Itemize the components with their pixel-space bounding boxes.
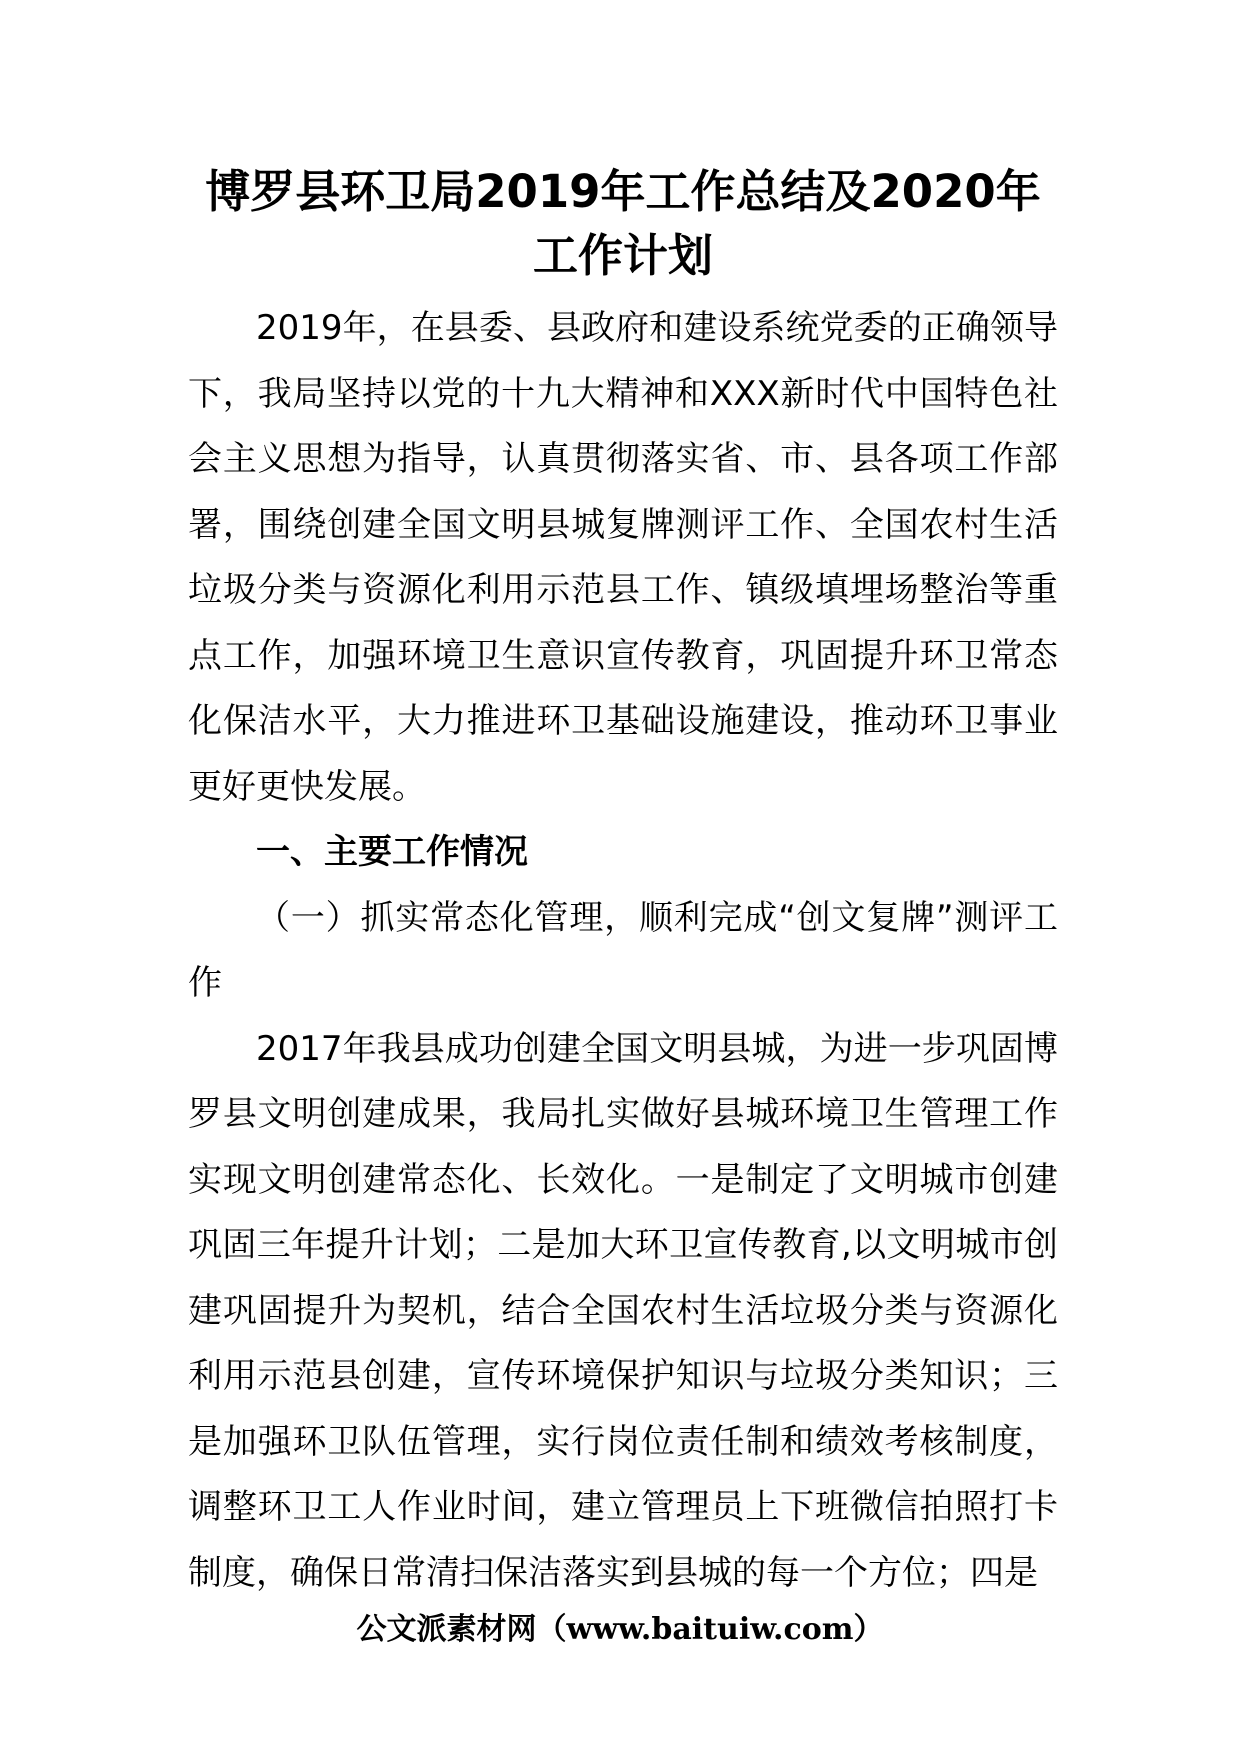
intro-paragraph: 2019年，在县委、县政府和建设系统党委的正确领导下，我局坚持以党的十九大精神和XXX新时代中国特色社会主义思想为指导，认真贯彻落实省、市、县各项工作部署，围绕创建全国文明县城复牌测评工作、全国农村生活垃圾分类与资源化利用示范县工作、镇级填埋场整治等重点工作，加强环境卫生意识宣传教育，巩固提升环卫常态化保洁水平，大力推进环卫基础设施建设，推动环卫事业更好更快发展。 bbox=[188, 308, 1058, 807]
document-body bbox=[188, 160, 1058, 1606]
footer-watermark: 公文派素材网（www.baituiw.com） bbox=[356, 1612, 884, 1647]
document-title: 博罗县环卫局2019年工作总结及2020年工作计划 bbox=[205, 165, 1041, 282]
section-paragraph: 2017年我县成功创建全国文明县城，为进一步巩固博罗县文明创建成果，我局扎实做好县城环境卫生管理工作实现文明创建常态化、长效化。一是制定了文明城市创建巩固三年提升计划；二是加大环卫宣传教育,以文明城市创建巩固提升为契机，结合全国农村生活垃圾分类与资源化利用示范县创建，宣传环境保护知识与垃圾分类知识；三是加强环卫队伍管理，实行岗位责任制和绩效考核制度，调整环卫工人作业时间，建立管理员上下班微信拍照打卡制度，确保日常清扫保洁落实到县城的每一个方位；四是 bbox=[188, 1028, 1058, 1593]
section-heading: 一、主要工作情况 bbox=[256, 832, 528, 872]
subsection-heading: （一）抓实常态化管理，顺利完成“创文复牌”测评工作 bbox=[188, 897, 1058, 1003]
